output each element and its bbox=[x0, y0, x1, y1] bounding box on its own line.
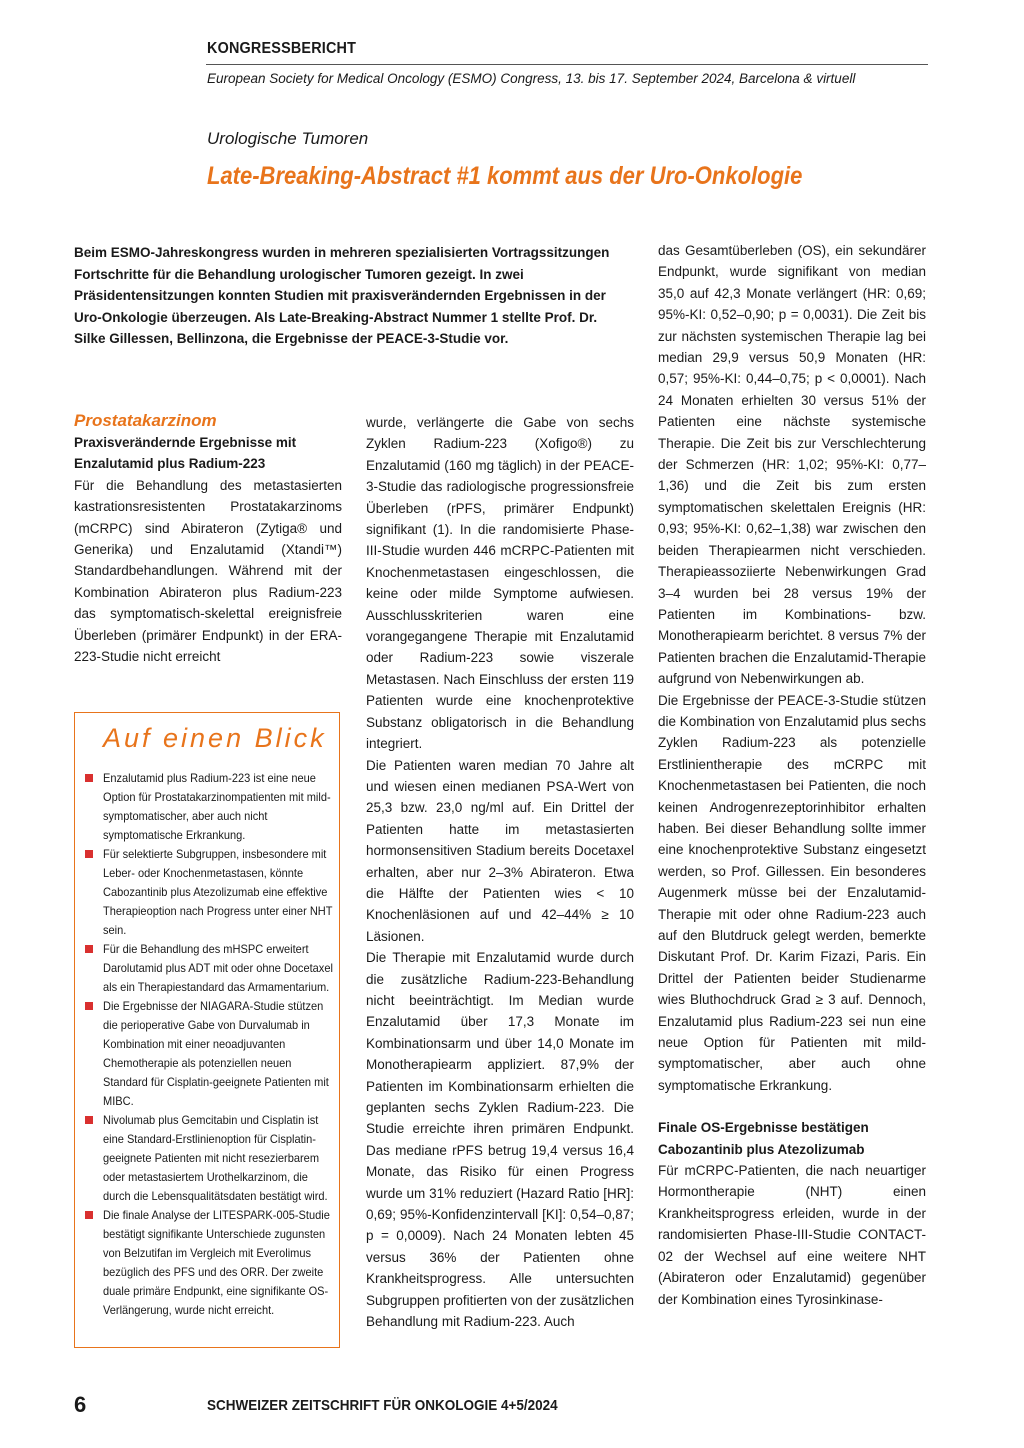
column-2 bbox=[366, 412, 634, 1332]
glance-item: Nivolumab plus Gemcitabin und Cisplatin ist eine Standard-Erstlinienoption für Cisplatin-geeignete Patienten mit nicht resezierbarem oder metastasiertem Urothelkarzinom, die durch die Lebensqualitätsdaten bestätigt wird. bbox=[85, 1111, 335, 1206]
glance-item: Für selektierte Subgruppen, insbesondere mit Leber- oder Knochenmetastasen, könnte Cabozantinib plus Atezolizumab eine effektive Therapieoption nach Progress unter einer NHT sein. bbox=[85, 845, 335, 940]
section-label: KONGRESSBERICHT bbox=[207, 40, 357, 57]
bullet-square-icon bbox=[85, 945, 93, 953]
paragraph: Für mCRPC-Patienten, die nach neuartiger Hormontherapie (NHT) einen Krankheitsprogress erleiden, wurde in der randomisierten Phase-III-Studie CONTACT-02 der Wechsel auf eine weitere NHT (Abirateron oder Enzalutamid) gegenüber der Kombination eines Tyrosinkinase- bbox=[658, 1163, 926, 1307]
glance-item: Die finale Analyse der LITESPARK-005-Studie bestätigt signifikante Unterschiede zugunsten von Belzutifan im Vergleich mit Everolimus bezüglich des PFS und des ORR. Der zweite duale primäre Endpunkt, eine signifikante OS-Verlängerung, wurde nicht erreicht. bbox=[85, 1206, 335, 1320]
paragraph: wurde, verlängerte die Gabe von sechs Zyklen Radium-223 (Xofigo®) zu Enzalutamid (160 mg täglich) in der PEACE-3-Studie das radiologische progressionsfreie Überleben (rPFS, primärer Endpunkt) signifikant (1). In die randomisierte Phase-III-Studie wurden 446 mCRPC-Patienten mit Knochenmetastasen eingeschlossen, die keine oder milde Symptome aufwiesen. Ausschlusskriterien waren eine vorangegangene Therapie mit Enzalutamid oder Radium-223 sowie viszerale Metastasen. Nach Einschluss der ersten 119 Patienten wurde eine knochenprotektive Substanz obligatorisch in die Behandlung integriert. bbox=[366, 415, 634, 752]
article-title: Late-Breaking-Abstract #1 kommt aus der Uro-Onkologie bbox=[207, 162, 803, 190]
glance-item: Für die Behandlung des mHSPC erweitert Darolutamid plus ADT mit oder ohne Docetaxel als ein Therapiestandard das Armamentarium. bbox=[85, 940, 335, 997]
bullet-square-icon bbox=[85, 774, 93, 782]
bullet-square-icon bbox=[85, 1002, 93, 1010]
glance-item: Enzalutamid plus Radium-223 ist eine neue Option für Prostatakarzinompatienten mit mild-symptomatischer, aber auch nicht symptomatische Erkrankung. bbox=[85, 769, 335, 845]
bullet-square-icon bbox=[85, 1211, 93, 1219]
at-a-glance-box bbox=[74, 712, 340, 1348]
congress-line: European Society for Medical Oncology (ESMO) Congress, 13. bis 17. September 2024, Barcelona & virtuell bbox=[207, 71, 856, 86]
article-rubric: Urologische Tumoren bbox=[207, 129, 369, 148]
section-title-cabozantinib: Finale OS-Ergebnisse bestätigen Cabozantinib plus Atezolizumab bbox=[658, 1120, 869, 1157]
paragraph: Die Therapie mit Enzalutamid wurde durch die zusätzliche Radium-223-Behandlung nicht beeinträchtigt. Im Median wurde Enzalutamid über 17,3 Monate im Kombinationsarm und über 14,0 Monate im Monotherapiearm appliziert. 87,9% der Patienten im Kombinationsarm erhielten die geplanten sechs Zyklen Radium-223. Die Studie erreichte ihren primären Endpunkt. Das mediane rPFS betrug 19,4 versus 16,4 Monate, das Risiko für einen Progress wurde um 31% reduziert (Hazard Ratio [HR]: 0,69; 95%-Konfidenzintervall [KI]: 0,54–0,87; p = 0,0009). Nach 24 Monaten lebten 45 versus 36% der Patienten ohne Krankheitsprogress. Alle untersuchten Subgruppen profitierten von der zusätzlichen Behandlung mit Radium-223. Auch bbox=[366, 950, 634, 1330]
article-lead: Beim ESMO-Jahreskongress wurden in mehreren spezialisierten Vortragssitzungen Fortschritte für die Behandlung urologischer Tumoren gezeigt. In zwei Präsidentensitzungen konnten Studien mit praxisverändernden Ergebnissen in der Uro-Onkologie überzeugen. Als Late-Breaking-Abstract Nummer 1 stellte Prof. Dr. Silke Gillessen, Bellinzona, die Ergebnisse der PEACE-3-Studie vor. bbox=[74, 245, 610, 346]
page-number: 6 bbox=[74, 1392, 87, 1417]
paragraph: Die Patienten waren median 70 Jahre alt und wiesen einen medianen PSA-Wert von 25,3 bzw. 23,0 ng/ml auf. Ein Drittel der Patienten hatte im metastasierten hormonsensitiven Stadium bereits Docetaxel erhalten, aber nur 2–3% Abirateron. Etwa die Hälfte der Patienten wies < 10 Knochenläsionen auf und 42–44% ≥ 10 Läsionen. bbox=[366, 757, 634, 944]
glance-list bbox=[85, 769, 335, 1320]
glance-item: Die Ergebnisse der NIAGARA-Studie stützen die perioperative Gabe von Durvalumab in Kombination mit einer neoadjuvanten Chemotherapie als potenziellen neuen Standard für Cisplatin-geeignete Patienten mit MIBC. bbox=[85, 997, 335, 1111]
journal-name: SCHWEIZER ZEITSCHRIFT FÜR ONKOLOGIE 4+5/2024 bbox=[207, 1397, 558, 1414]
paragraph: Die Ergebnisse der PEACE-3-Studie stützen die Kombination von Enzalutamid plus sechs Zyklen Radium-223 als potenzielle Erstlinientherapie des mCRPC mit Knochenmetastasen bei Patienten, die noch keinen Androgenrezeptorinhibitor erhalten haben. Bei dieser Behandlung sollte immer eine knochenprotektive Substanz eingesetzt werden, so Prof. Gillessen. Ein besonderes Augenmerk müsse bei der Enzalutamid-Therapie mit oder ohne Radium-223 auch auf den Blutdruck gelegt werden, bemerkte Diskutant Prof. Dr. Karim Fizazi, Paris. Ein Drittel der Patienten beider Studienarme wies Bluthochdruck Grad ≥ 3 auf. Dennoch, Enzalutamid plus Radium-223 sei nun eine neue Option für Patienten mit mild-symptomatischer, aber auch ohne symptomatische Erkrankung. bbox=[658, 692, 926, 1093]
bullet-square-icon bbox=[85, 850, 93, 858]
paragraph: Für die Behandlung des metastasierten kastrationsresistenten Prostatakarzinoms (mCRPC) sind Abirateron (Zytiga® und Generika) und Enzalutamid (Xtandi™) Standardbehandlungen. Während mit der Kombination Abirateron plus Radium-223 das symptomatisch-skelettal ereignisfreie Überleben (primärer Endpunkt) in der ERA-223-Studie nicht erreicht bbox=[74, 477, 342, 665]
glance-title: Auf einen Blick bbox=[103, 723, 327, 753]
column-1 bbox=[74, 410, 342, 667]
header-rule bbox=[206, 64, 928, 65]
paragraph: das Gesamtüberleben (OS), ein sekundärer Endpunkt, wurde signifikant von median 35,0 auf 42,3 Monate verlängert (HR: 0,69; 95%-KI: 0,52–0,90; p = 0,0031). Die Zeit bis zur nächsten systemischen Therapie lag bei median 29,9 versus 50,9 Monaten (HR: 0,57; 95%-KI: 0,44–0,75; p < 0,0001). Nach 24 Monaten erhielten 30 versus 51% der Patienten eine nächste systemische Therapie. Die Zeit bis zur Verschlechterung der Schmerzen (HR: 1,02; 95%-KI: 0,77–1,36) und die Zeit bis zum ersten symptomatischen skelettalen Ereignis (HR: 0,93; 95%-KI: 0,62–1,38) war zwischen den beiden Therapiearmen nicht verschieden. Therapieassoziierte Nebenwirkungen Grad 3–4 wurden bei 28 versus 19% der Patienten im Kombinations- bzw. Monotherapiearm berichtet. 8 versus 7% der Patienten brachen die Enzalutamid-Therapie aufgrund von Nebenwirkungen ab. bbox=[658, 243, 926, 687]
column-3 bbox=[658, 240, 926, 1310]
section-title-prostate: Prostatakarzinom bbox=[74, 411, 217, 430]
bullet-square-icon bbox=[85, 1116, 93, 1124]
section-subtitle: Praxisverändernde Ergebnisse mit Enzalutamid plus Radium-223 bbox=[74, 435, 297, 472]
